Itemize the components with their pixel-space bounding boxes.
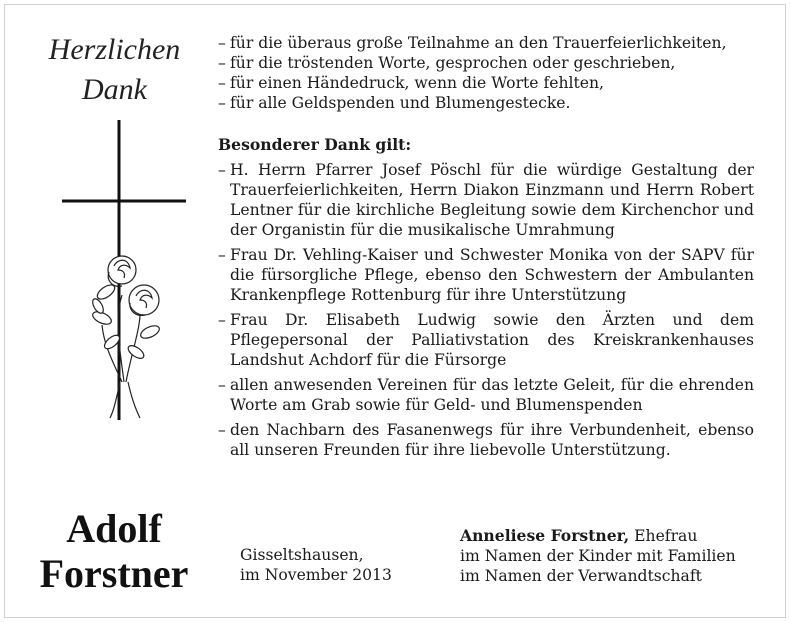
date: im November 2013 (240, 566, 392, 584)
signer-name: Anneliese Forstner, (460, 526, 630, 545)
deceased-first-name: Adolf (66, 506, 162, 551)
signature-line-2: im Namen der Kinder mit Familien (460, 547, 736, 565)
heading-line-2: Dank (82, 73, 147, 106)
cross-with-roses-icon (62, 120, 186, 420)
thanks-line: – für einen Händedruck, wenn die Worte fehlten, (218, 73, 754, 93)
heading-line-1: Herzlichen (48, 33, 181, 66)
special-thanks-heading: Besonderer Dank gilt: (218, 135, 412, 154)
heading-block (22, 30, 207, 110)
deceased-last-name: Forstner (39, 551, 189, 596)
thanks-line: – für die überaus große Teilnahme an den Trauerfeierlichkeiten, (218, 33, 754, 53)
place: Gisseltshausen, (240, 546, 364, 564)
thanks-line: – für alle Geldspenden und Blumengestecke. (218, 93, 754, 113)
special-thanks-item: – Frau Dr. Vehling-Kaiser und Schwester Monika von der SAPV für die fürsorgliche Pflege, ebenso den Schwestern der Ambulanten Krankenpflege Rottenburg für ihre Unterstützung (218, 245, 754, 305)
special-thanks-item: – H. Herrn Pfarrer Josef Pöschl für die würdige Gestaltung der Trauerfeierlichkeiten, Herrn Diakon Einzmann und Herrn Robert Lentner für die kirchliche Begleitung sowie dem Kirchenchor und der Organistin für die musikalische Umrahmung (218, 160, 754, 240)
signer-relation: Ehefrau (634, 527, 698, 545)
thanks-text (218, 33, 754, 460)
special-thanks-item: – den Nachbarn des Fasanenwegs für ihre Verbundenheit, ebenso all unseren Freunden für ihre liebevolle Unterstützung. (218, 420, 754, 460)
signature-line-3: im Namen der Verwandtschaft (460, 567, 702, 585)
special-thanks-item: – allen anwesenden Vereinen für das letzte Geleit, für die ehrenden Worte am Grab sowie für Geld- und Blumenspenden (218, 375, 754, 415)
place-date (240, 545, 392, 585)
thanks-line: – für die tröstenden Worte, gesprochen oder geschrieben, (218, 53, 754, 73)
special-thanks-item: – Frau Dr. Elisabeth Ludwig sowie den Ärzten und dem Pflegepersonal der Palliativstation des Kreiskrankenhauses Landshut Achdorf für die Fürsorge (218, 310, 754, 370)
signature-block (460, 526, 736, 586)
